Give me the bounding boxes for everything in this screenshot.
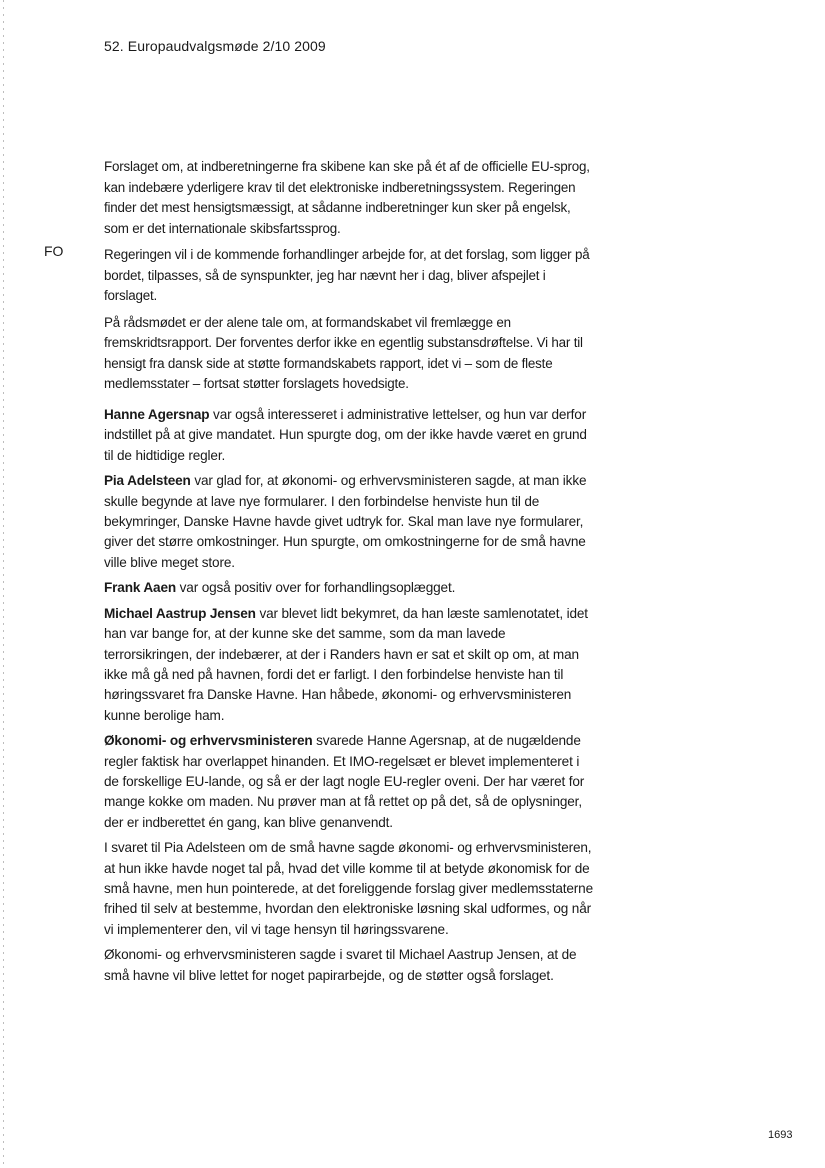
speaker-name: Hanne Agersnap [104, 407, 210, 422]
paragraph [104, 945, 594, 986]
paragraph-text: var også interesseret i administrative lettelser, og hun var derfor indstillet på at give mandatet. Hun spurgte dog, om der ikke havde været en grund til de hidtidige regler. [104, 407, 587, 463]
scan-edge-line [3, 0, 4, 1168]
speaker-name: Pia Adelsteen [104, 473, 191, 489]
page-header: 52. Europaudvalgsmøde 2/10 2009 [104, 38, 326, 54]
discussion-section [104, 405, 594, 992]
page-number: 1693 [768, 1129, 793, 1141]
paragraph [104, 604, 594, 726]
paragraph-text: I svaret til Pia Adelsteen om de små havne sagde økonomi- og erhvervsministeren, at hun ikke havde noget tal på, hvad det ville komme til at betyde økonomisk for de små havne, men hun pointerede, at det foreliggende forslag giver medlemsstaterne frihed til selv at bestemme, hvordan den elektroniske løsning skal udformes, og når vi implementerer den, vil vi tage hensyn til høringssvarene. [104, 840, 593, 937]
paragraph: På rådsmødet er der alene tale om, at formandskabet vil fremlægge en fremskridtsrapport. Der forventes derfor ikke en egentlig substansdrøftelse. Vi har til hensigt fra dansk side at støtte formandskabets rapport, idet vi – som de fleste medlemsstater – fortsat støtter forslagets hovedsigte. [104, 314, 583, 391]
paragraph-text: var glad for, at økonomi- og erhvervsministeren sagde, at man ikke skulle begynde at lave nye formularer. I den forbindelse henviste hun til de bekymringer, Danske Havne havde givet udtryk for. Skal man lave nye formularer, giver det større omkostninger. Hun spurgte, om omkostningerne for de små havne ville blive meget store. [104, 473, 587, 570]
paragraph [104, 838, 594, 939]
paragraph-text: var også positiv over for forhandlingsoplægget. [176, 580, 456, 596]
paragraph: Regeringen vil i de kommende forhandlinger arbejde for, at det forslag, som ligger på bordet, tilpasses, så de synspunkter, jeg har nævnt her i dag, bliver afspejlet i forslaget. [104, 247, 590, 303]
margin-label: FO [44, 243, 64, 259]
speaker-name: Frank Aaen [104, 580, 177, 596]
speaker-name: Michael Aastrup Jensen [104, 606, 256, 622]
paragraph: Forslaget om, at indberetningerne fra skibene kan ske på ét af de officielle EU-sprog, kan indebære yderligere krav til det elektroniske indberetningssystem. Regeringen finder det mest hensigtsmæssigt, at sådanne indberetninger kun sker på engelsk, som er det internationale skibsfartssprog. [104, 159, 590, 236]
paragraph [104, 471, 594, 572]
paragraph [104, 405, 594, 466]
paragraph-text: var blevet lidt bekymret, da han læste samlenotatet, idet han var bange for, at der kunne ske det samme, som da man lavede terrorsikringen, der indebærer, at der i Randers havn er sat et skilt op om, at man ikke må gå ned på havnen, fordi det er farligt. I den forbindelse henviste han til høringssvaret fra Danske Havne. Han håbede, økonomi- og erhvervsministeren kunne berolige ham. [104, 606, 588, 723]
paragraph-text: svarede Hanne Agersnap, at de nugældende regler faktisk har overlappet hinanden. Et IMO-regelsæt er blevet implementeret i de forskellige EU-lande, og så er der lagt nogle EU-regler ovenі. Der har været for mange kokke om maden. Nu prøver man at få rettet op på det, så de oplysninger, der er indberettet én gang, kan blive genanvendt. [104, 733, 585, 830]
paragraph-text: Økonomi- og erhvervsministeren sagde i svaret til Michael Aastrup Jensen, at de små havne vil blive lettet for noget papirarbejde, og de støtter også forslaget. [104, 947, 577, 983]
paragraph [104, 578, 594, 598]
speaker-name: Økonomi- og erhvervsministeren [104, 733, 313, 749]
minister-statement [104, 157, 594, 401]
paragraph [104, 731, 594, 832]
